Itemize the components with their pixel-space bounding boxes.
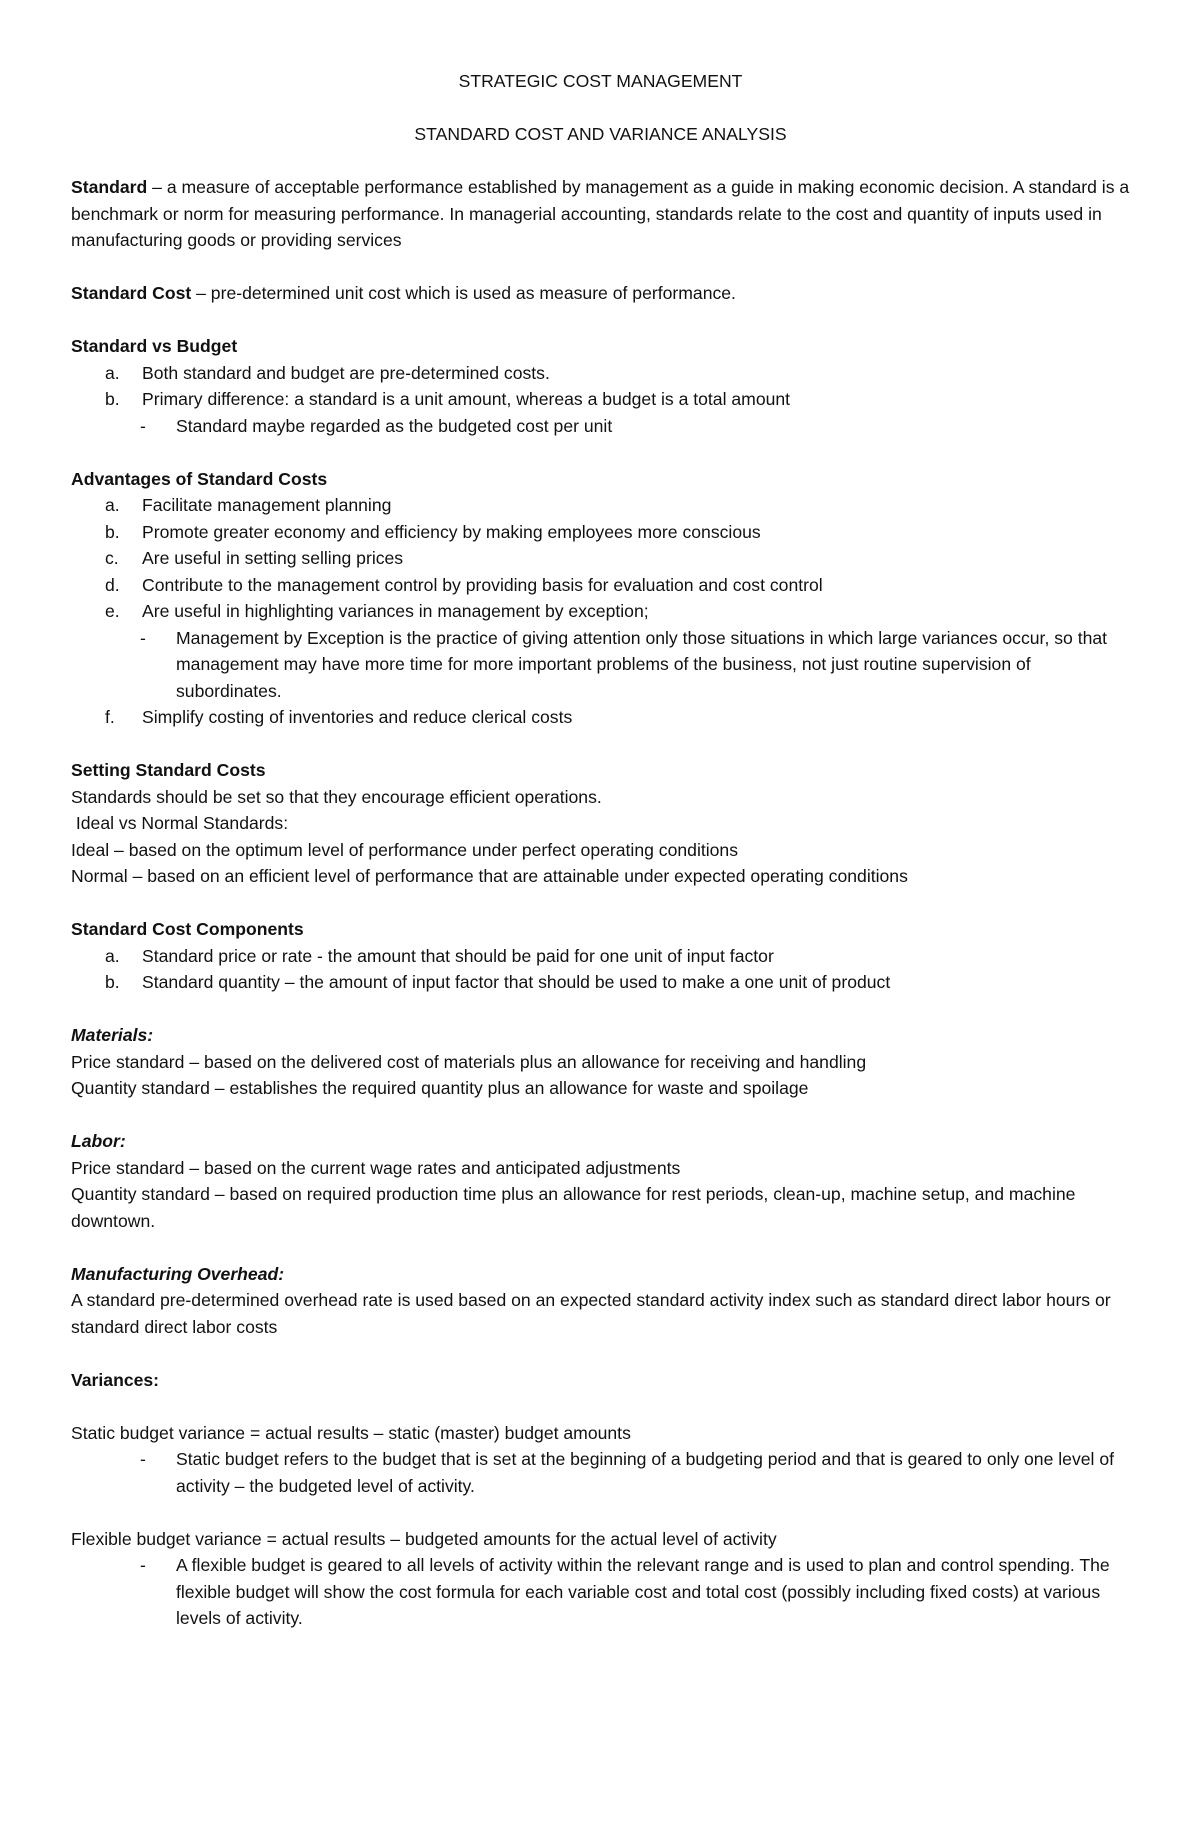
list-item: [71, 943, 1130, 970]
list-item-text: Are useful in setting selling prices: [142, 548, 404, 568]
list-marker: a.: [105, 362, 120, 383]
list-item-text: Facilitate management planning: [142, 495, 392, 515]
paragraph-line: Standards should be set so that they encourage efficient operations.: [71, 786, 602, 807]
list-item: [71, 572, 1130, 599]
paragraph-line: Price standard – based on the delivered cost of materials plus an allowance for receiving and handling: [71, 1051, 867, 1072]
paragraph-line: Ideal vs Normal Standards:: [71, 813, 289, 833]
advantages-list: [71, 492, 1130, 625]
section-heading: [71, 1261, 1130, 1288]
dash-marker: -: [140, 1449, 146, 1469]
list-marker: f.: [105, 707, 115, 727]
section-heading: [71, 1128, 1130, 1155]
list-marker: a.: [105, 945, 120, 966]
list-item-text: Primary difference: a standard is a unit amount, whereas a budget is a total amount: [142, 389, 791, 409]
list-marker: b.: [105, 521, 120, 542]
overhead-heading: Manufacturing Overhead:: [71, 1263, 285, 1284]
section-heading: [71, 466, 1130, 493]
standard-term: Standard: [71, 177, 148, 197]
paragraph-line: A standard pre-determined overhead rate is used based on an expected standard activity index such as standard direct labor hours or standard direct labor costs: [71, 1290, 1111, 1337]
list-item-text: Promote greater economy and efficiency by making employees more conscious: [142, 521, 761, 542]
section-heading: [71, 757, 1130, 784]
list-marker: c.: [105, 548, 119, 568]
dash-marker: -: [140, 1555, 146, 1575]
section-heading: [71, 1022, 1130, 1049]
list-item: [71, 704, 1130, 731]
list-item: [71, 545, 1130, 572]
sub-bullet-text: Management by Exception is the practice of giving attention only those situations in which large variances occur, so that management may have more time for more important problems of the business, not just routine supervision of subordinates.: [176, 627, 1108, 701]
list-marker: e.: [105, 601, 120, 621]
standard-cost-definition: [71, 280, 1130, 307]
list-item-text: Standard price or rate - the amount that should be paid for one unit of input factor: [142, 945, 774, 966]
list-item: [71, 519, 1130, 546]
list-item-text: Simplify costing of inventories and reduce clerical costs: [142, 707, 573, 727]
list-item: [71, 386, 1130, 413]
advantages-list-cont: [71, 704, 1130, 731]
list-marker: d.: [105, 574, 120, 595]
sub-bullet-text: Standard maybe regarded as the budgeted cost per unit: [176, 415, 613, 436]
sub-bullet: [71, 1552, 1130, 1632]
flexible-variance-formula: Flexible budget variance = actual results – budgeted amounts for the actual level of activity: [71, 1528, 777, 1549]
list-item-text: Both standard and budget are pre-determined costs.: [142, 362, 550, 383]
list-item: [71, 492, 1130, 519]
sub-bullet: [71, 1446, 1130, 1499]
sub-bullet-text: Static budget refers to the budget that is set at the beginning of a budgeting period and that is geared to only one level of activity – the budgeted level of activity.: [176, 1449, 1115, 1496]
standard-vs-budget-heading: Standard vs Budget: [71, 336, 238, 356]
materials-heading: Materials:: [71, 1025, 154, 1045]
components-heading: Standard Cost Components: [71, 919, 304, 939]
list-marker: a.: [105, 495, 120, 515]
standard-definition: [71, 174, 1130, 254]
sub-bullet: [71, 625, 1130, 705]
labor-heading: Labor:: [71, 1131, 126, 1151]
static-variance-formula: Static budget variance = actual results – static (master) budget amounts: [71, 1422, 631, 1443]
list-item-text: Contribute to the management control by providing basis for evaluation and cost control: [142, 574, 823, 595]
section-heading: [71, 333, 1130, 360]
sub-bullet: [71, 413, 1130, 440]
standard-def-text: – a measure of acceptable performance established by management as a guide in making economic decision. A standard is a benchmark or norm for measuring performance. In managerial accounting, standards relate to the cost and quantity of inputs used in manufacturing goods or providing services: [71, 177, 1130, 250]
components-list: [71, 943, 1130, 996]
standard-cost-def-text: – pre-determined unit cost which is used as measure of performance.: [191, 283, 736, 303]
list-marker: b.: [105, 972, 120, 992]
setting-heading: Setting Standard Costs: [71, 760, 266, 780]
list-item: [71, 598, 1130, 625]
paragraph-line: Normal – based on an efficient level of performance that are attainable under expected operating conditions: [71, 866, 908, 886]
list-item-text: Standard quantity – the amount of input factor that should be used to make a one unit of product: [142, 972, 891, 992]
standard-cost-term: Standard Cost: [71, 283, 192, 303]
advantages-heading: Advantages of Standard Costs: [71, 468, 328, 489]
dash-marker: -: [140, 415, 146, 436]
paragraph-line: Price standard – based on the current wage rates and anticipated adjustments: [71, 1157, 681, 1178]
paragraph-line: Quantity standard – based on required production time plus an allowance for rest periods, clean-up, machine setup, and machine downtown.: [71, 1184, 1076, 1231]
standard-vs-budget-list: [71, 360, 1130, 413]
list-marker: b.: [105, 389, 120, 409]
dash-marker: -: [140, 627, 146, 648]
paragraph-line: Ideal – based on the optimum level of performance under perfect operating conditions: [71, 839, 739, 860]
variances-heading: Variances:: [71, 1369, 160, 1390]
list-item: [71, 360, 1130, 387]
paragraph-line: Quantity standard – establishes the required quantity plus an allowance for waste and spoilage: [71, 1078, 809, 1098]
section-heading: [71, 916, 1130, 943]
section-heading: [71, 1367, 1130, 1394]
list-item-text: Are useful in highlighting variances in management by exception;: [142, 601, 649, 621]
page-title: STRATEGIC COST MANAGEMENT: [458, 71, 743, 91]
page-subtitle: STANDARD COST AND VARIANCE ANALYSIS: [414, 124, 787, 144]
sub-bullet-text: A flexible budget is geared to all levels of activity within the relevant range and is used to plan and control spending. The flexible budget will show the cost formula for each variable cost and total cost (possibly including fixed costs) at various levels of activity.: [176, 1555, 1110, 1628]
list-item: [71, 969, 1130, 996]
